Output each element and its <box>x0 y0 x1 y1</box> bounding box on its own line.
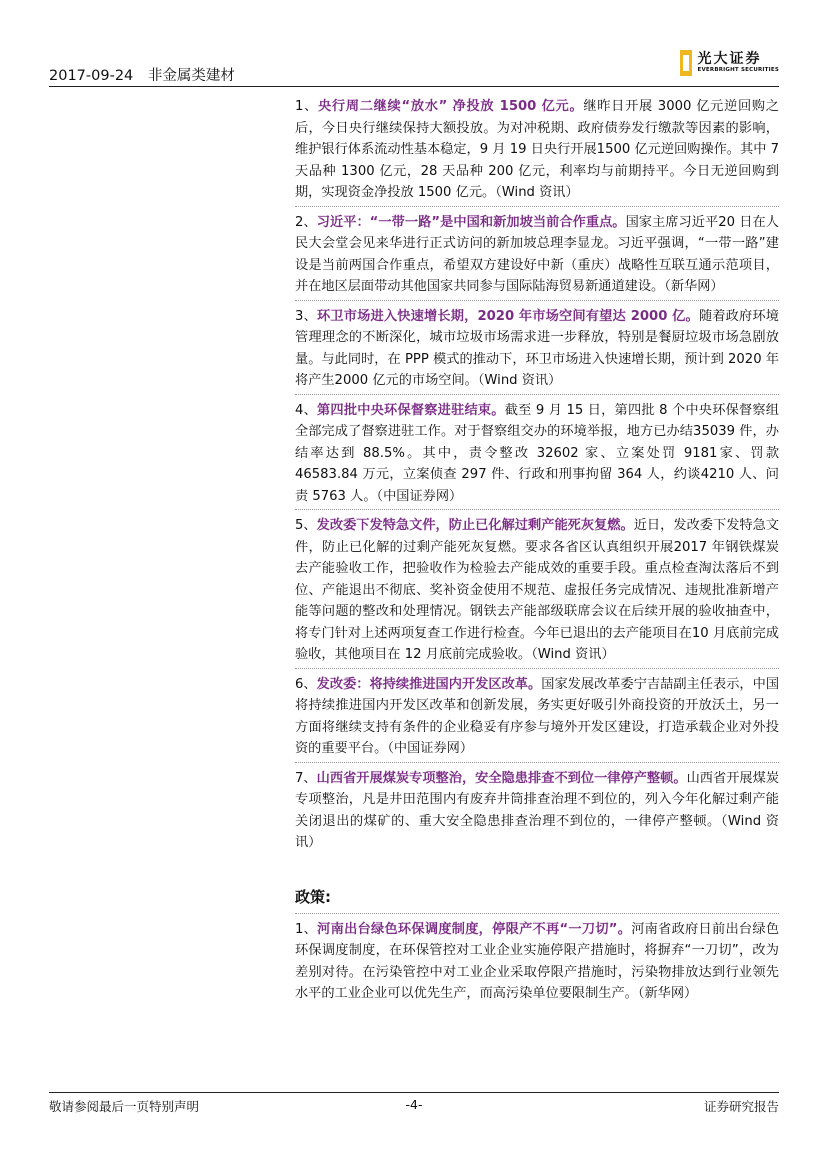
logo-mark-icon <box>680 50 692 76</box>
report-date: 2017-09-24 <box>49 68 134 84</box>
page-header <box>49 51 779 86</box>
news-body: 截至 9 月 15 日，第四批 8 个中央环保督察组全部完成了督察进驻工作。对于督察组交办的环境举报，地方已办结35039 件，办结率达到 88.5%。其中，责令整改 32602 家、立案处罚 9181家、罚款 46583.84 万元，立案侦查 297 件、行政和刑事拘留 364 人，约谈4210 人、问责 5763 人。（中国证券网） <box>295 402 779 504</box>
news-item: 4、第四批中央环保督察进驻结束。截至 9 月 15 日，第四批 8 个中央环保督察组全部完成了督察进驻工作。对于督察组交办的环境举报，地方已办结35039 件，办结率达到 88.5%。其中，责令整改 32602 家、立案处罚 9181家、罚款 46583.84 万元，立案侦查 297 件、行政和刑事拘留 364 人，约谈4210 人、问责 5763 人。（中国证券网） <box>295 402 779 504</box>
news-headline: 山西省开展煤炭专项整治，安全隐患排查不到位一律停产整顿。 <box>316 770 687 786</box>
item-divider <box>295 509 779 510</box>
news-item: 5、发改委下发特急文件，防止已化解过剩产能死灰复燃。近日，发改委下发特急文件，防止已化解的过剩产能死灰复燃。要求各省区认真组织开展2017 年钢铁煤炭去产能验收工作，把验收作为检验去产能成效的重要手段。重点检查淘汰落后不到位、产能退出不彻底、奖补资金使用不规范、虚报任务完成情况、违规批准新增产能等问题的整改和处理情况。钢铁去产能部级联席会议在后续开展的验收抽查中，将专门针对上述两项复查工作进行检查。今年已退出的去产能项目在10 月底前完成验收，其他项目在 12 月底前完成验收。（Wind 资讯） <box>295 518 780 662</box>
page-number: -4- <box>405 1097 423 1112</box>
item-divider <box>295 300 779 301</box>
policy-section-title: 政策: <box>295 887 331 906</box>
news-body: 继昨日开展 3000 亿元逆回购之后，今日央行继续保持大额投放。为对冲税期、政府债券发行缴款等因素的影响，维护银行体系流动性基本稳定，9 月 19 日央行开展1500 亿元逆回购操作。其中 7 天品种 1300 亿元，28 天品种 200 亿元，利率均与前期持平。今日无逆回购到期，实现资金净投放 1500 亿元。（Wind 资讯） <box>295 99 779 200</box>
news-headline: 习近平：“一带一路”是中国和新加坡当前合作重点。 <box>316 214 626 230</box>
news-body: 山西省开展煤炭专项整治，凡是井田范围内有废弃井筒排查治理不到位的，列入今年化解过剩产能关闭退出的煤矿的、重大安全隐患排查治理不到位的，一律停产整顿。（Wind 资讯） <box>295 770 780 850</box>
news-headline: 第四批中央环保督察进驻结束。 <box>317 402 505 418</box>
policy-body: 河南省政府日前出台绿色环保调度制度，在环保管控对工业企业实施停限产措施时，将摒弃“一刀切”，改为差别对待。在污染管控中对工业企业采取停限产措施时，污染物排放达到行业领先水平的工业企业可以优先生产，而高污染单位要限制生产。（新华网） <box>295 921 780 1001</box>
news-headline: 发改委下发特急文件，防止已化解过剩产能死灰复燃。 <box>316 518 634 533</box>
report-type: 证券研究报告 <box>703 1099 779 1114</box>
logo-name-cn: 光大证券 <box>697 51 762 68</box>
main-content <box>295 96 779 1005</box>
item-divider <box>295 762 779 763</box>
policy-headline: 河南出台绿色环保调度制度，停限产不再“一刀切”。 <box>317 921 632 937</box>
item-divider <box>295 668 779 669</box>
news-body: 国家发展改革委宁吉喆副主任表示，中国将持续推进国内开发区改革和创新发展，务实更好吸引外商投资的开放沃土，另一方面将继续支持有条件的企业稳妥有序参与境外开发区建设，打造承载企业对外投资的重要平台。（中国证券网） <box>295 676 780 756</box>
item-divider <box>295 394 779 395</box>
item-divider <box>295 913 779 914</box>
footer-divider <box>49 1092 779 1093</box>
news-headline: 环卫市场进入快速增长期，2020 年市场空间有望达 2000 亿。 <box>316 308 699 324</box>
news-item: 7、山西省开展煤炭专项整治，安全隐患排查不到位一律停产整顿。山西省开展煤炭专项整治，凡是井田范围内有废弃井筒排查治理不到位的，列入今年化解过剩产能关闭退出的煤矿的、重大安全隐患排查治理不到位的，一律停产整顿。（Wind 资讯） <box>295 770 780 850</box>
header-divider <box>49 86 779 87</box>
news-body: 近日，发改委下发特急文件，防止已化解的过剩产能死灰复燃。要求各省区认真组织开展2017 年钢铁煤炭去产能验收工作，把验收作为检验去产能成效的重要手段。重点检查淘汰落后不到位、产能退出不彻底、奖补资金使用不规范、虚报任务完成情况、违规批准新增产能等问题的整改和处理情况。钢铁去产能部级联席会议在后续开展的验收抽查中，将专门针对上述两项复查工作进行检查。今年已退出的去产能项目在10 月底前完成验收，其他项目在 12 月底前完成验收。（Wind 资讯） <box>295 518 780 662</box>
news-headline: 发改委：将持续推进国内开发区改革。 <box>316 676 542 692</box>
policy-item: 1、河南出台绿色环保调度制度，停限产不再“一刀切”。河南省政府日前出台绿色环保调度制度，在环保管控对工业企业实施停限产措施时，将摒弃“一刀切”，改为差别对待。在污染管控中对工业企业采取停限产措施时，污染物排放达到行业领先水平的工业企业可以优先生产，而高污染单位要限制生产。（新华网） <box>295 921 780 1001</box>
item-divider <box>295 206 779 207</box>
news-headline: 央行周二继续“放水” 净投放 1500 亿元。 <box>318 99 584 114</box>
news-item: 2、习近平：“一带一路”是中国和新加坡当前合作重点。国家主席习近平20 日在人民大会堂会见来华进行正式访问的新加坡总理李显龙。习近平强调，“一带一路”建设是当前两国合作重点，希望双方建设好中新（重庆）战略性互联互通示范项目，并在地区层面带动其他国家共同参与国际陆海贸易新通道建设。（新华网） <box>295 214 779 294</box>
news-item: 1、央行周二继续“放水” 净投放 1500 亿元。继昨日开展 3000 亿元逆回购之后，今日央行继续保持大额投放。为对冲税期、政府债券发行缴款等因素的影响，维护银行体系流动性基本稳定，9 月 19 日央行开展1500 亿元逆回购操作。其中 7 天品种 1300 亿元，28 天品种 200 亿元，利率均与前期持平。今日无逆回购到期，实现资金净投放 1500 亿元。（Wind 资讯） <box>295 99 779 200</box>
company-logo <box>680 46 779 80</box>
disclaimer-note: 敬请参阅最后一页特别声明 <box>49 1099 200 1114</box>
report-sector: 非金属类建材 <box>147 68 235 84</box>
news-item: 3、环卫市场进入快速增长期，2020 年市场空间有望达 2000 亿。随着政府环境管理理念的不断深化，城市垃圾市场需求进一步释放，特别是餐厨垃圾市场急剧放量。与此同时，在 PPP 模式的推动下，环卫市场进入快速增长期，预计到 2020 年将产生2000 亿元的市场空间。（Wind 资讯） <box>295 308 779 388</box>
logo-name-en: EVERBRIGHT SECURITIES <box>697 67 779 74</box>
news-item: 6、发改委：将持续推进国内开发区改革。国家发展改革委宁吉喆副主任表示，中国将持续推进国内开发区改革和创新发展，务实更好吸引外商投资的开放沃土，另一方面将继续支持有条件的企业稳妥有序参与境外开发区建设，打造承载企业对外投资的重要平台。（中国证券网） <box>295 676 780 756</box>
header-meta <box>49 64 245 85</box>
news-body: 随着政府环境管理理念的不断深化，城市垃圾市场需求进一步释放，特别是餐厨垃圾市场急剧放量。与此同时，在 PPP 模式的推动下，环卫市场进入快速增长期，预计到 2020 年将产生2000 亿元的市场空间。（Wind 资讯） <box>295 308 779 388</box>
news-body: 国家主席习近平20 日在人民大会堂会见来华进行正式访问的新加坡总理李显龙。习近平强调，“一带一路”建设是当前两国合作重点，希望双方建设好中新（重庆）战略性互联互通示范项目，并在地区层面带动其他国家共同参与国际陆海贸易新通道建设。（新华网） <box>295 214 779 294</box>
